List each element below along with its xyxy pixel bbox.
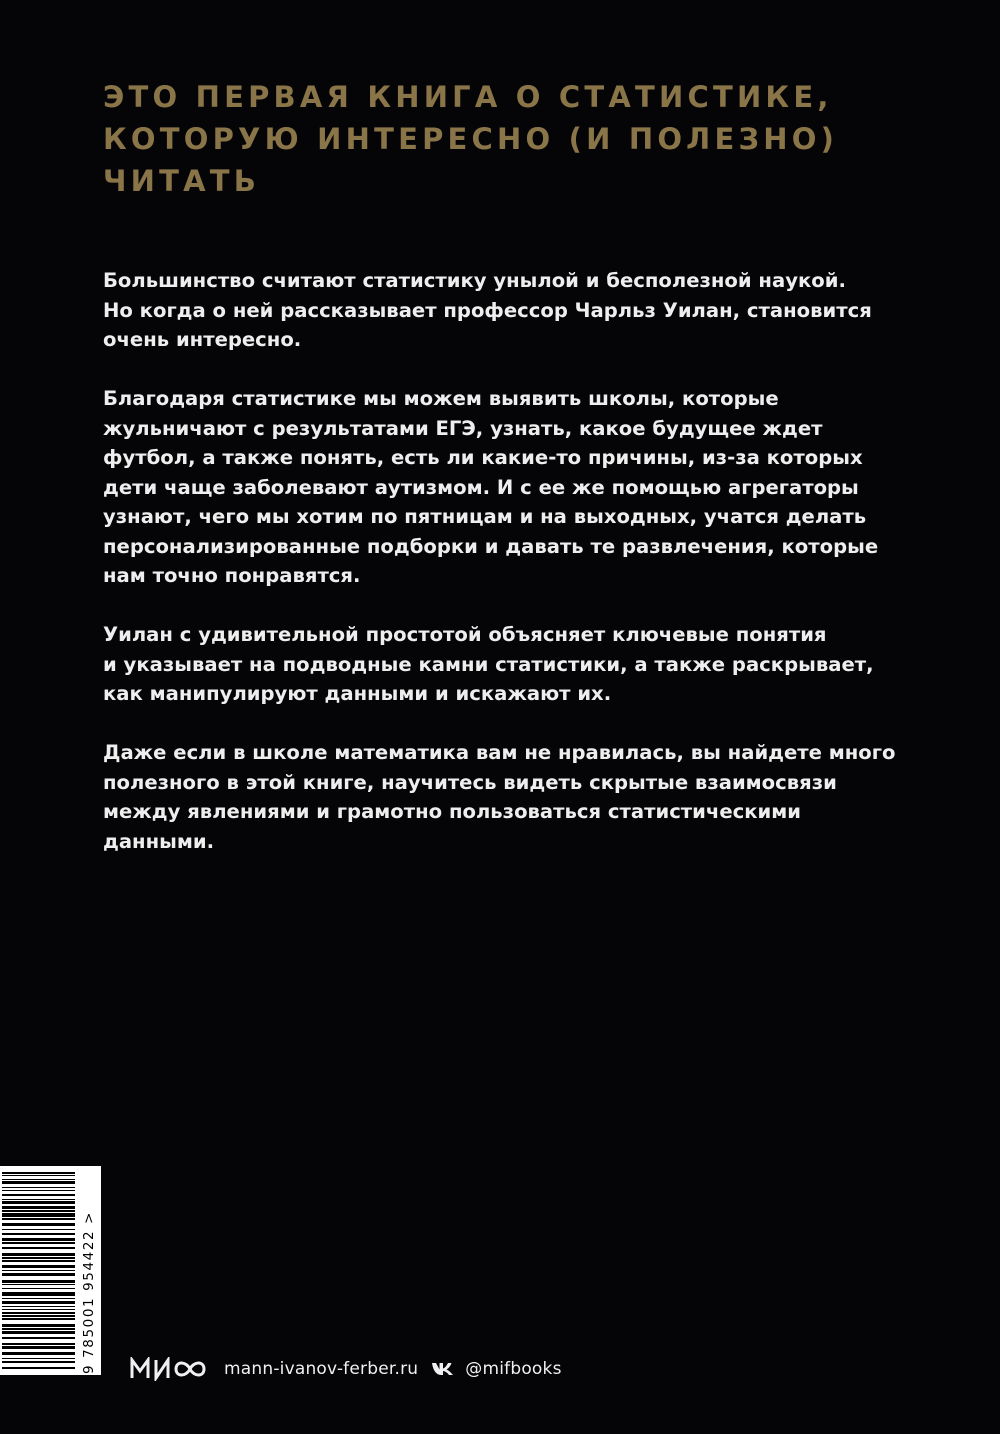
paragraph-line: очень интересно. [103, 328, 302, 351]
barcode-bar [2, 1292, 75, 1296]
barcode-bar [2, 1346, 75, 1349]
description-paragraph [103, 266, 963, 355]
paragraph-line: жульничают с результатами ЕГЭ, узнать, какое будущее ждет [103, 416, 823, 440]
description-paragraph [103, 384, 963, 591]
cover-description [103, 266, 963, 886]
barcode-bar [2, 1309, 75, 1310]
barcode-bar [2, 1206, 75, 1209]
barcode-bar [2, 1301, 75, 1304]
barcode-bar [2, 1331, 75, 1334]
paragraph-line: Но когда о ней рассказывает профессор Чарльз Уилан, становится [103, 298, 872, 322]
paragraph-line: персонализированные подборки и давать те развлечения, которые [103, 534, 879, 558]
paragraph-line: полезного в этой книге, научитесь видеть скрытые взаимосвязи [103, 770, 837, 794]
description-paragraph [103, 620, 963, 709]
publisher-logo [130, 1354, 210, 1384]
paragraph-line: Уилан с удивительной простотой объясняет ключевые понятия [103, 623, 827, 646]
barcode-bar [2, 1194, 75, 1196]
paragraph-line: узнают, чего мы хотим по пятницам и на выходных, учатся делать [103, 505, 867, 528]
barcode-bar [2, 1229, 75, 1230]
barcode-bar [2, 1187, 75, 1188]
barcode-bar [2, 1265, 75, 1268]
mif-logo-icon [130, 1357, 210, 1381]
barcode-bar [2, 1328, 75, 1330]
paragraph-line: и указывает на подводные камни статистики, а также раскрывает, [103, 652, 874, 676]
paragraph-line: данными. [103, 829, 215, 853]
barcode-bar [2, 1324, 75, 1327]
barcode-bar [2, 1288, 75, 1289]
publisher-footer [130, 1352, 562, 1386]
barcode-bar [2, 1172, 75, 1174]
paragraph-line: дети чаще заболевают аутизмом. И с ее же помощью агрегаторы [103, 475, 859, 499]
barcode-bar [2, 1199, 75, 1200]
barcode-bar [2, 1343, 75, 1345]
barcode-bar [2, 1367, 75, 1369]
paragraph-line: как манипулируют данными и искажают их. [103, 682, 612, 705]
social-handle-link[interactable]: @mifbooks [465, 1359, 562, 1379]
barcode-bar [2, 1352, 75, 1355]
description-paragraph [103, 738, 963, 856]
paragraph-line: Благодаря статистике мы можем выявить школы, которые [103, 387, 779, 410]
barcode-bar [2, 1273, 75, 1276]
barcode-bar [2, 1201, 75, 1204]
barcode-bar [2, 1270, 75, 1271]
barcode-bar [2, 1190, 75, 1191]
paragraph-line: Большинство считают статистику унылой и бесполезной наукой. [103, 269, 846, 292]
barcode-bar [2, 1337, 75, 1339]
paragraph-line: футбол, а также понять, есть ли какие-то причины, из-за которых [103, 446, 863, 469]
barcode-bar [2, 1213, 75, 1217]
barcode-bar [2, 1257, 75, 1259]
barcode-bar [2, 1179, 75, 1180]
cover-headline [103, 76, 963, 202]
barcode-bar [2, 1306, 75, 1307]
barcode-bar [2, 1284, 75, 1285]
headline-line: ЧИТАТЬ [103, 164, 261, 198]
barcode-bar [2, 1358, 75, 1359]
barcode-bar [2, 1298, 75, 1299]
barcode-bar [2, 1181, 75, 1184]
barcode-bar [2, 1238, 75, 1241]
barcode-bar [2, 1260, 75, 1262]
isbn-number: 9 785001 954422 > [81, 1210, 97, 1374]
barcode-bar [2, 1315, 75, 1317]
barcode-bar [2, 1247, 75, 1249]
barcode-bar [2, 1242, 75, 1244]
barcode-bar [2, 1318, 75, 1320]
vk-icon[interactable] [431, 1361, 455, 1377]
barcode-bar [2, 1223, 75, 1226]
paragraph-line: Даже если в школе математика вам не нравилась, вы найдете много [103, 741, 896, 764]
headline-line: КОТОРУЮ ИНТЕРЕСНО (И ПОЛЕЗНО) [103, 122, 839, 156]
barcode-bar [2, 1218, 75, 1220]
barcode-bar [2, 1312, 75, 1314]
headline-line: ЭТО ПЕРВАЯ КНИГА О СТАТИСТИКЕ, [103, 80, 833, 114]
barcode-bar [2, 1253, 75, 1256]
publisher-website-link[interactable]: mann-ivanov-ferber.ru [224, 1359, 419, 1379]
barcode-bar [2, 1210, 75, 1212]
barcode-bar [2, 1233, 75, 1235]
barcode-bar [2, 1280, 75, 1283]
barcode-bar [2, 1361, 75, 1363]
barcode-bar [2, 1175, 75, 1176]
paragraph-line: между явлениями и грамотно пользоваться статистическими [103, 800, 802, 823]
paragraph-line: нам точно понравятся. [103, 564, 361, 587]
